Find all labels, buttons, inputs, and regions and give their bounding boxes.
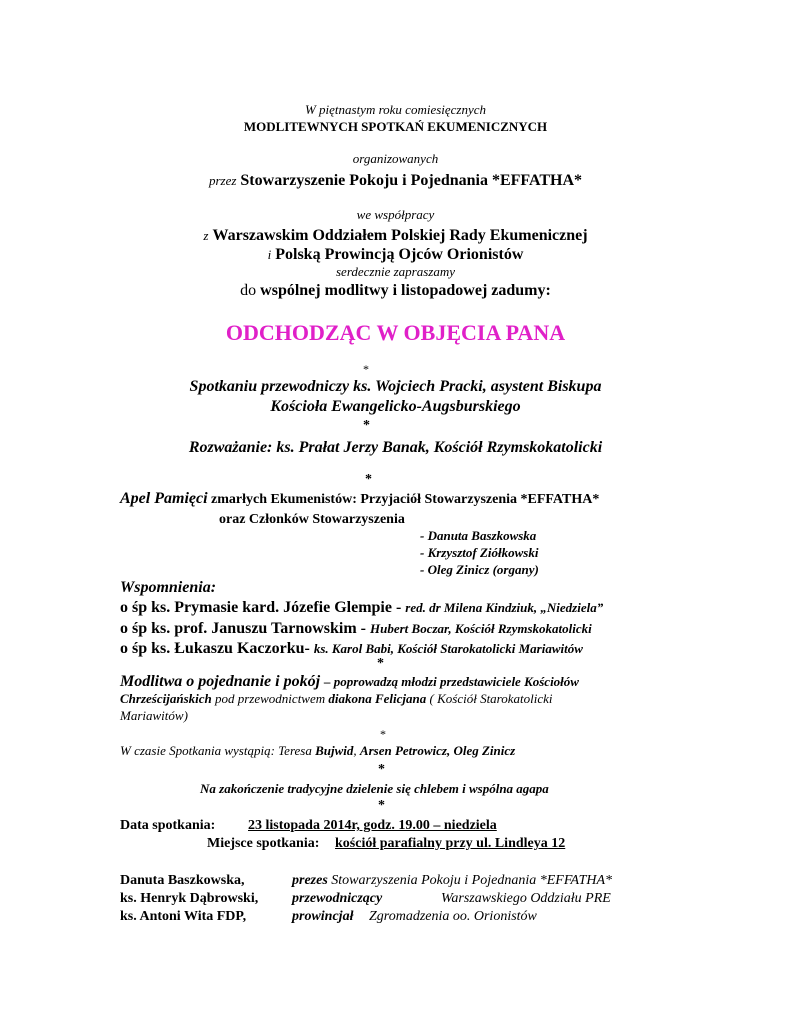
prayer-heading: Modlitwa o pojednanie i pokój	[120, 673, 321, 690]
invitation-text: wspólnej modlitwy i listopadowej zadumy:	[260, 282, 551, 299]
performer-names: Arsen Petrowicz, Oleg Zinicz	[359, 743, 516, 758]
memory-speaker: red. dr Milena Kindziuk, „Niedziela”	[405, 600, 604, 615]
memory-item	[120, 620, 592, 638]
prayer-line	[120, 673, 579, 691]
organizer-line	[0, 172, 791, 190]
cooperation-label: we współpracy	[356, 207, 435, 222]
partner-1-line	[0, 227, 791, 245]
intro-line: W piętnastym roku comiesięcznych	[304, 102, 487, 117]
performers-line: W czasie Spotkania wystąpią: Teresa Bujwid, Arsen Petrowicz, Oleg Zinicz	[120, 743, 516, 758]
signatory-org: Zgromadzenia oo. Orionistów	[369, 909, 537, 924]
partner-1-prefix: z	[203, 228, 209, 243]
memory-subject: o śp ks. Łukaszu Kaczorku-	[120, 640, 310, 657]
reader-2: - Krzysztof Ziółkowski	[420, 545, 539, 560]
separator: *	[378, 798, 385, 813]
prayer-line-3: Mariawitów)	[120, 708, 188, 723]
prayer-deacon: diakona Felicjana	[328, 691, 427, 706]
reader-1: - Danuta Baszkowska	[420, 528, 537, 543]
prayer-churches: Chrześcijańskich	[120, 691, 212, 706]
memory-subject: o śp ks. Prymasie kard. Józefie Glempie -	[120, 599, 402, 616]
reflection-line: Rozważanie: ks. Prałat Jerzy Banak, Kościół Rzymskokatolicki	[188, 439, 603, 456]
series-title: MODLITEWNYCH SPOTKAŃ EKUMENICZNYCH	[243, 119, 548, 134]
separator: *	[363, 362, 369, 376]
event-title: ODCHODZĄC W OBJĘCIA PANA	[225, 320, 566, 345]
place-value: kościół parafialny przy ul. Lindleya 12	[335, 836, 566, 851]
memory-subject: o śp ks. prof. Januszu Tarnowskim -	[120, 620, 367, 637]
separator: *	[363, 418, 370, 433]
place-label: Miejsce spotkania:	[207, 836, 320, 851]
signatory-org: Warszawskiego Oddziału PRE	[441, 891, 611, 906]
prayer-leadership: pod przewodnictwem	[215, 691, 326, 706]
performer-name: Bujwid	[315, 743, 354, 758]
apel-text: zmarłych Ekumenistów: Przyjaciół Stowarzyszenia *EFFATHA*	[211, 492, 600, 507]
invitation-prefix: do	[240, 282, 257, 299]
signatory-name: Danuta Baszkowska,	[120, 873, 245, 888]
apel-heading: Apel Pamięci	[120, 490, 208, 507]
prayer-church: ( Kościół Starokatolicki	[429, 691, 553, 706]
signatory-role: przewodniczący	[292, 891, 383, 906]
separator: *	[365, 472, 372, 487]
prayer-text: – poprowadzą młodzi przedstawiciele Kościołów	[324, 674, 579, 689]
signatory-role: prezes	[292, 873, 328, 888]
signatory-name: ks. Henryk Dąbrowski,	[120, 891, 259, 906]
invitation-label: serdecznie zapraszamy	[335, 264, 456, 279]
apel-line	[120, 490, 599, 508]
reader-3: - Oleg Zinicz (organy)	[420, 562, 539, 577]
partner-2-name: Polską Prowincją Ojców Orionistów	[275, 246, 524, 263]
memory-speaker: Hubert Boczar, Kościół Rzymskokatolicki	[370, 621, 592, 636]
partner-2-prefix: i	[267, 247, 272, 262]
organizer-name: Stowarzyszenie Pokoju i Pojednania *EFFATHA*	[240, 172, 583, 189]
separator: *	[380, 727, 386, 741]
closing-line: Na zakończenie tradycyjne dzielenie się chlebem i wspólna agapa	[200, 781, 549, 796]
signatory-role: prowincjał	[292, 909, 354, 924]
memory-item	[120, 599, 603, 617]
memory-speaker: ks. Karol Babi, Kościół Starokatolicki Mariawitów	[313, 641, 583, 656]
memory-item	[120, 640, 583, 658]
partner-2-line	[0, 246, 791, 264]
performers-prefix: W czasie Spotkania wystąpią: Teresa	[120, 743, 312, 758]
partner-1-name: Warszawskim Oddziałem Polskiej Rady Ekumenicznej	[212, 227, 588, 244]
apel-line-2: oraz Członków Stowarzyszenia	[219, 512, 405, 527]
date-label: Data spotkania:	[120, 818, 216, 833]
invitation-line	[0, 282, 791, 300]
memories-heading: Wspomnienia:	[120, 579, 217, 596]
organizer-prefix: przez	[208, 173, 237, 188]
signatory-role-line	[292, 873, 612, 889]
separator: *	[377, 656, 384, 671]
organized-label: organizowanych	[352, 151, 439, 166]
signatory-name: ks. Antoni Wita FDP,	[120, 909, 247, 924]
prayer-line-2	[120, 692, 553, 707]
lead-line-1: Spotkaniu przewodniczy ks. Wojciech Pracki, asystent Biskupa	[189, 378, 602, 395]
date-value: 23 listopada 2014r, godz. 19.00 – niedziela	[248, 818, 497, 833]
lead-line-2: Kościoła Ewangelicko-Augsburskiego	[270, 398, 521, 415]
signatory-org: Stowarzyszenia Pokoju i Pojednania *EFFATHA*	[331, 873, 613, 888]
separator: *	[378, 762, 385, 777]
